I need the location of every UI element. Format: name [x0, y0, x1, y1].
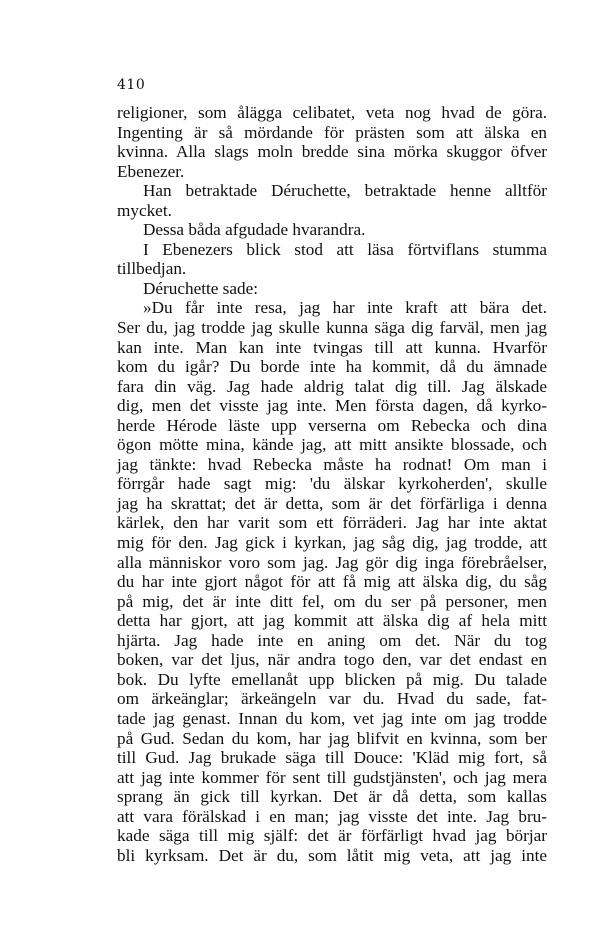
text-line: på Gud. Sedan du kom, har jag blifvit en kvinna, som ber [117, 728, 547, 748]
text-line: herde Hérode läste upp verserna om Rebecka och dina [117, 415, 547, 435]
text-line: sprang än gick till kyrkan. Det är då detta, som kallas [117, 787, 547, 807]
text-line: boken, var det ljus, när andra togo den, var det endast en [117, 650, 547, 670]
text-line: att jag inte kommer för sent till gudstjänsten', och jag mera [117, 767, 547, 787]
text-line: tade jag genast. Innan du kom, vet jag inte om jag trodde [117, 708, 547, 728]
text-line: Ingenting är så mördande för prästen som att älska en [117, 122, 547, 142]
text-line: kärlek, den har varit som ett förräderi. Jag har inte aktat [117, 513, 547, 533]
text-line: kade säga till mig själf: det är förfärligt hvad jag börjar [117, 826, 547, 846]
text-line: Déruchette sade: [143, 278, 259, 298]
text-line: fara din väg. Jag hade aldrig talat dig till. Jag älskade [117, 376, 547, 396]
page-number: 410 [117, 77, 146, 93]
text-line: jag ha skrattat; det är detta, som är det förfärliga i denna [117, 493, 547, 513]
text-line: Han betraktade Déruchette, betraktade henne alltför [143, 181, 547, 201]
text-line: du har inte gjort något för att få mig att älska dig, du såg [117, 572, 547, 592]
text-line: tillbedjan. [117, 259, 187, 279]
text-line: detta har gjort, att jag kommit att älska dig af hela mitt [117, 611, 547, 631]
text-line: dig, men det visste jag inte. Men första dagen, då kyrko- [117, 396, 547, 416]
text-line: ögon mötte mina, kände jag, att mitt ansikte blossade, och [117, 435, 547, 455]
text-line: I Ebenezers blick stod att läsa förtviflans stumma [143, 239, 547, 259]
text-line: Ebenezer. [117, 161, 185, 181]
text-line: »Du får inte resa, jag har inte kraft att bära det. [143, 298, 547, 318]
text-line: jag tänkte: hvad Rebecka måste ha rodnat! Om man i [117, 454, 547, 474]
text-line: mycket. [117, 200, 172, 220]
text-line: hjärta. Jag hade inte en aning om det. När du tog [117, 630, 547, 650]
text-line: till Gud. Jag brukade säga till Douce: 'Kläd mig fort, så [117, 748, 547, 768]
text-line: på mig, det är inte ditt fel, om du ser på personer, men [117, 591, 547, 611]
text-line: kom du igår? Du borde inte ha kommit, då du ämnade [117, 357, 547, 377]
text-line: kvinna. Alla slags moln bredde sina mörka skuggor öfver [117, 142, 547, 162]
text-line: mig för den. Jag gick i kyrkan, jag såg dig, jag trodde, att [117, 533, 547, 553]
text-line: religioner, som ålägga celibatet, veta nog hvad de göra. [117, 103, 547, 122]
text-line: bok. Du lyfte emellanåt upp blicken på mig. Du talade [117, 669, 547, 689]
text-line: Dessa båda afgudade hvarandra. [143, 220, 366, 240]
text-line: Ser du, jag trodde jag skulle kunna säga dig farväl, men jag [117, 318, 547, 338]
text-line: förrgår hade sagt mig: 'du älskar kyrkoherden', skulle [117, 474, 547, 494]
text-line: alla människor voro som jag. Jag gör dig inga förebråelser, [117, 552, 547, 572]
text-line: bli kyrksam. Det är du, som låtit mig veta, att jag inte [117, 845, 547, 865]
body-text [117, 103, 547, 865]
text-line: kan inte. Man kan inte tvingas till att kunna. Hvarför [117, 337, 547, 357]
text-line: om ärkeänglar; ärkeängeln var du. Hvad du sade, fat- [117, 689, 547, 709]
text-line: att vara förälskad i en man; jag visste det inte. Jag bru- [117, 806, 547, 826]
